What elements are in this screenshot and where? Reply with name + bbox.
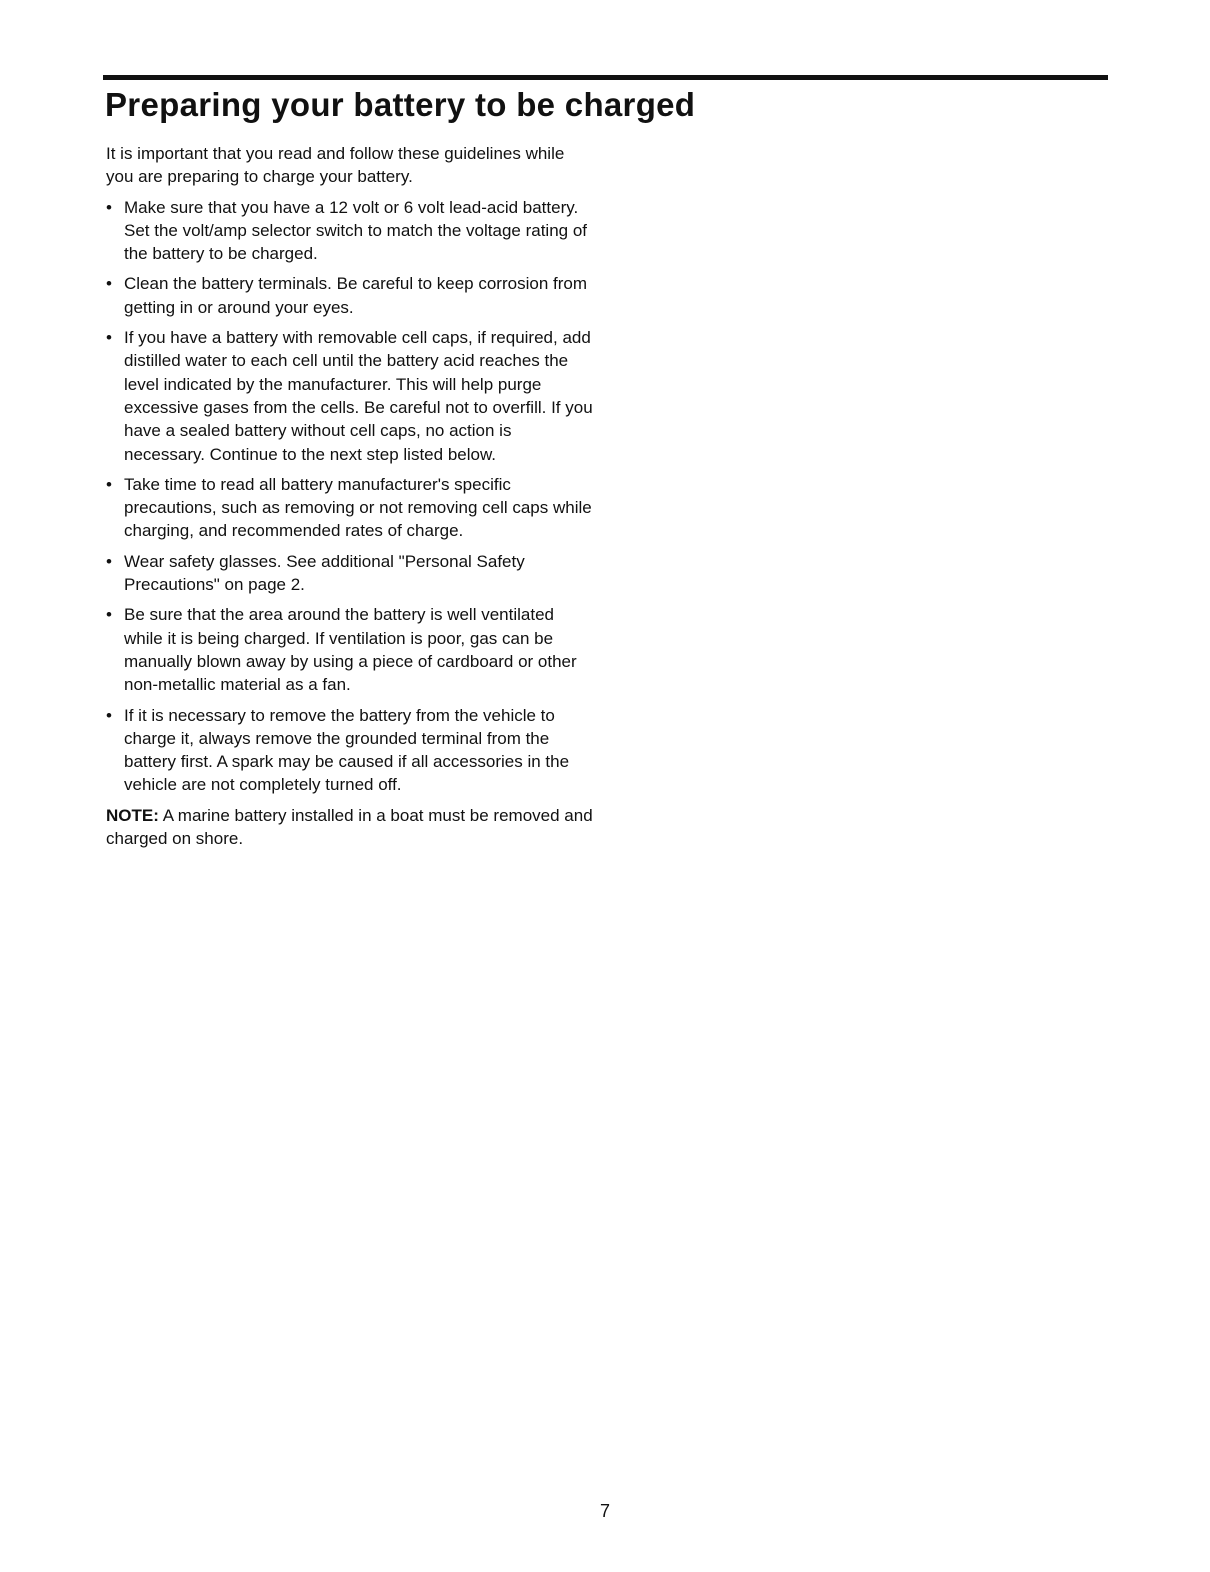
list-item-text: If you have a battery with removable cell caps, if required, add distilled water to each cell until the battery acid reaches the level indicated by the manufacturer. This will help purge excessive gases from the cells. Be careful not to overfill. If you have a sealed battery without cell caps, no action is necessary. Continue to the next step listed below.	[124, 328, 593, 464]
note-label: NOTE:	[106, 805, 159, 825]
list-item	[106, 550, 596, 597]
list-item-text: Make sure that you have a 12 volt or 6 volt lead-acid battery. Set the volt/amp selector switch to match the voltage rating of the battery to be charged.	[124, 197, 588, 264]
page-title: Preparing your battery to be charged	[105, 86, 696, 123]
list-item	[106, 603, 596, 696]
list-item-text: Be sure that the area around the battery is well ventilated while it is being charged. If ventilation is poor, gas can be manually blown away by using a piece of cardboard or other non-metallic material as a fan.	[124, 605, 577, 695]
list-item-text: Take time to read all battery manufacturer's specific precautions, such as removing or not removing cell caps while charging, and recommended rates of charge.	[124, 474, 592, 541]
list-item-text: If it is necessary to remove the battery from the vehicle to charge it, always remove the grounded terminal from the battery first. A spark may be caused if all accessories in the vehicle are not completely turned off.	[124, 705, 570, 795]
page-number: 7	[599, 1501, 610, 1521]
bullet-icon: •	[106, 197, 112, 217]
list-item	[106, 473, 596, 543]
bullet-icon: •	[106, 551, 112, 571]
list-item	[106, 704, 596, 797]
intro-paragraph: It is important that you read and follow these guidelines while you are preparing to charge your battery.	[106, 144, 565, 187]
list-item-text: Clean the battery terminals. Be careful to keep corrosion from getting in or around your eyes.	[124, 274, 587, 317]
main-content	[106, 142, 596, 857]
bullet-icon: •	[106, 474, 112, 494]
top-rule	[103, 75, 1108, 80]
list-item	[106, 326, 596, 466]
bullet-icon: •	[106, 605, 112, 625]
list-item	[106, 272, 596, 319]
note-text: A marine battery installed in a boat must be removed and charged on shore.	[106, 805, 593, 849]
list-item	[106, 196, 596, 266]
bullet-icon: •	[106, 274, 112, 294]
list-item-text: Wear safety glasses. See additional "Personal Safety Precautions" on page 2.	[124, 551, 525, 595]
note-paragraph	[106, 804, 596, 851]
bullet-icon: •	[106, 705, 112, 725]
guidelines-list	[106, 196, 596, 797]
bullet-icon: •	[106, 328, 112, 348]
